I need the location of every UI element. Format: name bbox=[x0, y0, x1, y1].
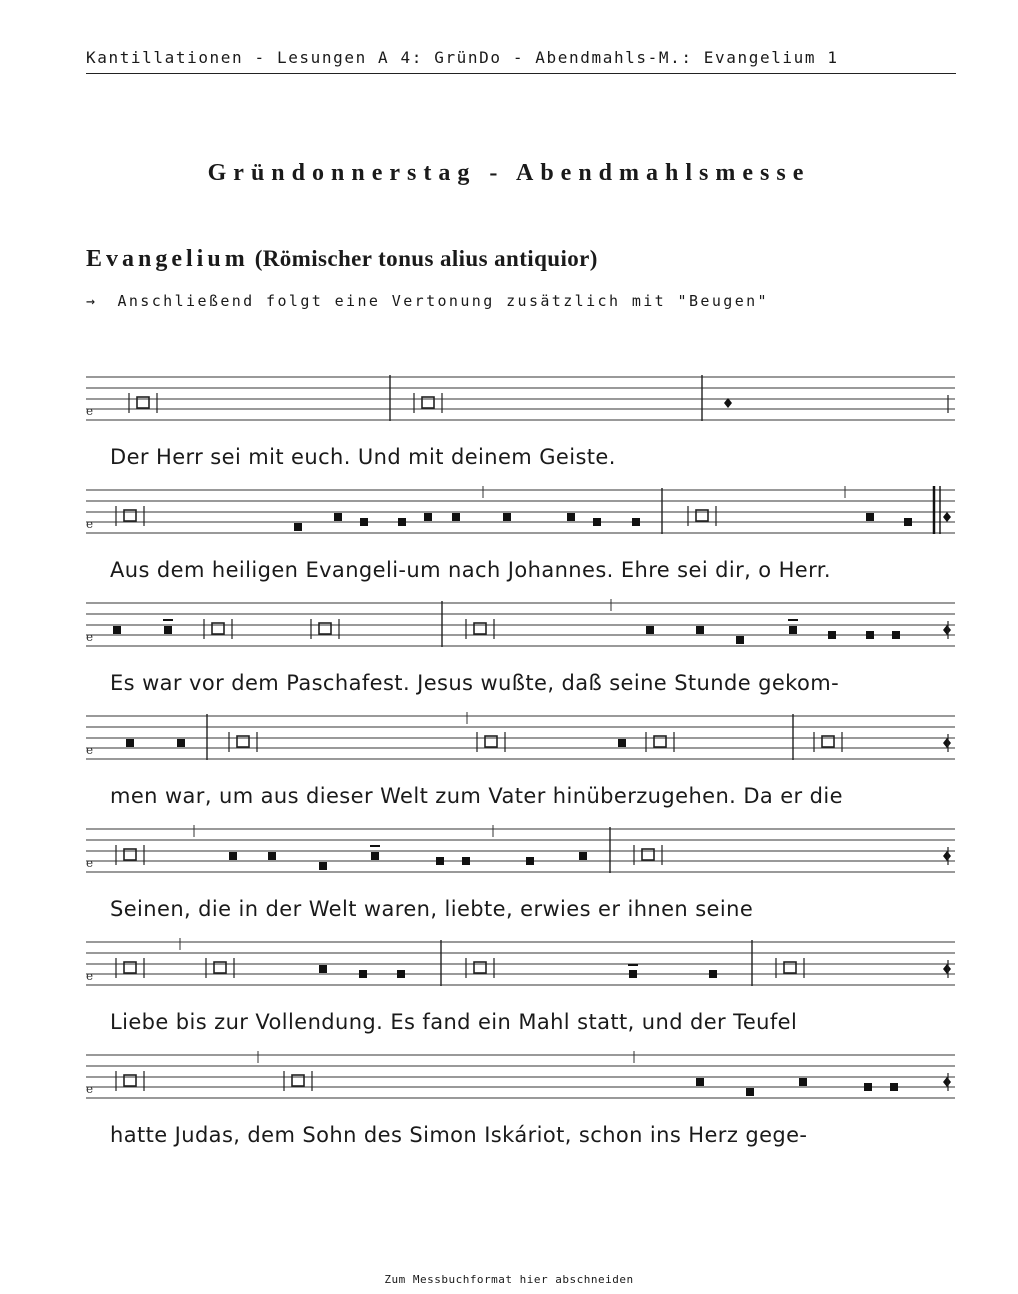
instruction-note bbox=[86, 292, 769, 310]
chant-system bbox=[0, 1051, 1018, 1164]
chant-system bbox=[0, 373, 1018, 486]
final-note bbox=[943, 512, 951, 522]
final-note bbox=[943, 738, 951, 748]
chant-note bbox=[436, 857, 444, 865]
chant-note bbox=[799, 1078, 807, 1086]
section-heading bbox=[86, 246, 598, 273]
chant-staff bbox=[0, 712, 1018, 762]
instruction-text: Anschließend folgt eine Vertonung zusätzlich mit "Beugen" bbox=[117, 292, 769, 310]
final-note bbox=[943, 625, 951, 635]
chant-staff bbox=[0, 373, 1018, 423]
cut-line-note: Zum Messbuchformat hier abschneiden bbox=[384, 1273, 634, 1286]
chant-note bbox=[462, 857, 470, 865]
chant-lyric: Der Herr sei mit euch. Und mit deinem Geiste. bbox=[110, 445, 616, 469]
chant-note bbox=[746, 1088, 754, 1096]
chant-system bbox=[0, 486, 1018, 599]
clef-icon: e bbox=[86, 856, 94, 870]
chant-lyric: Es war vor dem Paschafest. Jesus wußte, daß seine Stunde gekom- bbox=[110, 671, 840, 695]
chant-staff bbox=[0, 825, 1018, 875]
final-note bbox=[943, 851, 951, 861]
chant-note bbox=[864, 1083, 872, 1091]
chant-note bbox=[892, 631, 900, 639]
chant-staff bbox=[0, 938, 1018, 988]
chant-note bbox=[696, 626, 704, 634]
chant-note bbox=[371, 852, 379, 860]
chant-note bbox=[696, 1078, 704, 1086]
chant-note bbox=[579, 852, 587, 860]
chant-note bbox=[177, 739, 185, 747]
chant-note bbox=[567, 513, 575, 521]
section-heading-subtitle: (Römischer tonus alius antiquior) bbox=[254, 246, 598, 271]
chant-note bbox=[629, 970, 637, 978]
chant-note bbox=[736, 636, 744, 644]
chant-note bbox=[866, 513, 874, 521]
chant-note bbox=[828, 631, 836, 639]
chant-note bbox=[319, 965, 327, 973]
clef-icon: e bbox=[86, 743, 94, 757]
chant-staff bbox=[0, 1051, 1018, 1101]
chant-system bbox=[0, 712, 1018, 825]
chant-note bbox=[164, 626, 172, 634]
chant-note bbox=[319, 862, 327, 870]
chant-note bbox=[890, 1083, 898, 1091]
chant-lyric: Liebe bis zur Vollendung. Es fand ein Mahl statt, und der Teufel bbox=[110, 1010, 798, 1034]
final-note bbox=[943, 1077, 951, 1087]
chant-note bbox=[398, 518, 406, 526]
chant-note bbox=[268, 852, 276, 860]
clef-icon: e bbox=[86, 969, 94, 983]
chant-lyric: men war, um aus dieser Welt zum Vater hinüberzugehen. Da er die bbox=[110, 784, 843, 808]
chant-system bbox=[0, 938, 1018, 1051]
clef-icon: e bbox=[86, 404, 94, 418]
section-heading-label: Evangelium bbox=[86, 246, 249, 272]
clef-icon: e bbox=[86, 630, 94, 644]
chant-lyric: hatte Judas, dem Sohn des Simon Iskáriot, schon ins Herz gege- bbox=[110, 1123, 808, 1147]
final-note bbox=[943, 964, 951, 974]
chant-note bbox=[503, 513, 511, 521]
chant-lyric: Seinen, die in der Welt waren, liebte, erwies er ihnen seine bbox=[110, 897, 754, 921]
chant-note bbox=[632, 518, 640, 526]
chant-note bbox=[866, 631, 874, 639]
chant-note bbox=[397, 970, 405, 978]
chant-note bbox=[113, 626, 121, 634]
chant-staff bbox=[0, 599, 1018, 649]
chant-note bbox=[709, 970, 717, 978]
header-rule bbox=[86, 73, 956, 74]
chant-note bbox=[424, 513, 432, 521]
chant-note bbox=[360, 518, 368, 526]
chant-note bbox=[789, 626, 797, 634]
chant-note bbox=[126, 739, 134, 747]
chant-note bbox=[359, 970, 367, 978]
arrow-right-icon: → bbox=[86, 292, 98, 310]
chant-note bbox=[294, 523, 302, 531]
page-title: Gründonnerstag - Abendmahlsmesse bbox=[207, 160, 811, 186]
chant-system bbox=[0, 599, 1018, 712]
chant-note bbox=[526, 857, 534, 865]
chant-note bbox=[452, 513, 460, 521]
chant-note bbox=[593, 518, 601, 526]
running-header: Kantillationen - Lesungen A 4: GrünDo - Abendmahls-M.: Evangelium 1 bbox=[86, 48, 839, 67]
chant-note bbox=[904, 518, 912, 526]
chant-note bbox=[618, 739, 626, 747]
clef-icon: e bbox=[86, 517, 94, 531]
chant-system bbox=[0, 825, 1018, 938]
chant-note bbox=[229, 852, 237, 860]
chant-note bbox=[334, 513, 342, 521]
clef-icon: e bbox=[86, 1082, 94, 1096]
chant-note bbox=[646, 626, 654, 634]
chant-staff bbox=[0, 486, 1018, 536]
chant-lyric: Aus dem heiligen Evangeli-um nach Johannes. Ehre sei dir, o Herr. bbox=[110, 558, 831, 582]
